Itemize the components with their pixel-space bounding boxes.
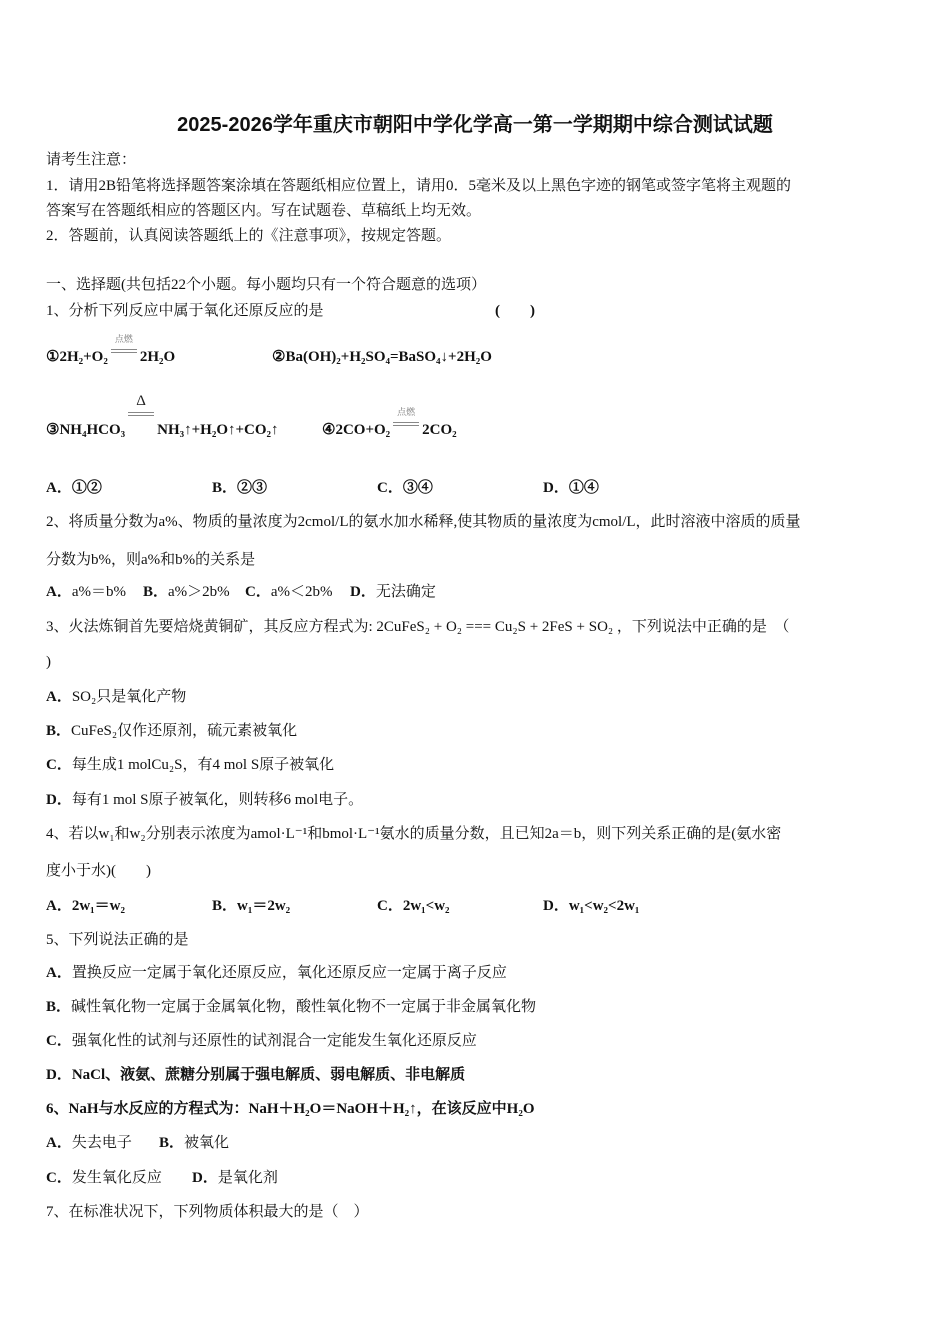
option-label: C． bbox=[46, 1033, 72, 1049]
q2-option-a bbox=[46, 582, 126, 602]
reaction-4-condition bbox=[392, 407, 420, 440]
option-text: SO₂只是氧化产物 bbox=[71, 689, 187, 705]
option-label: A． bbox=[46, 584, 72, 600]
q3-option-a bbox=[46, 687, 186, 707]
reaction-4-reactants: ④2CO+O₂ bbox=[322, 422, 391, 438]
q4-option-b bbox=[212, 896, 290, 916]
page-title: 2025-2026学年重庆市朝阳中学化学高一第一学期期中综合测试试题 bbox=[177, 114, 773, 136]
reaction-1-condition-label: 点燃 bbox=[114, 334, 133, 344]
reaction-1-condition bbox=[110, 334, 138, 367]
option-text: a%＝b% bbox=[71, 584, 126, 600]
reaction-1-reactants: ①2H₂+O₂ bbox=[46, 349, 108, 365]
q1-reaction-1 bbox=[46, 334, 176, 367]
notice-line-3: 2．答题前，认真阅读答题纸上的《注意事项》，按规定答题。 bbox=[46, 228, 452, 244]
q6-option-d bbox=[192, 1168, 278, 1188]
q1-reaction-3 bbox=[46, 393, 279, 440]
q6-option-a bbox=[46, 1133, 132, 1153]
q1-option-d bbox=[543, 478, 599, 498]
q5-option-d bbox=[46, 1065, 465, 1085]
option-text: 置换反应一定属于氧化还原反应，氧化还原反应一定属于离子反应 bbox=[71, 965, 507, 981]
option-text: a%＜2b% bbox=[270, 584, 333, 600]
option-label: B． bbox=[143, 584, 169, 600]
q2-option-c bbox=[245, 582, 333, 602]
q4-stem-line-2: 度小于水)( ) bbox=[46, 863, 151, 879]
option-text: 是氧化剂 bbox=[217, 1170, 278, 1186]
q2-stem-line-2: 分数为b%，则a%和b%的关系是 bbox=[46, 552, 256, 568]
q3-option-b bbox=[46, 721, 297, 741]
reaction-4-condition-label: 点燃 bbox=[397, 407, 416, 417]
option-label: C． bbox=[46, 1170, 72, 1186]
q1-option-b bbox=[212, 478, 267, 498]
q2-option-d bbox=[350, 582, 436, 602]
option-text: 碱性氧化物一定属于金属氧化物，酸性氧化物不一定属于非金属氧化物 bbox=[71, 999, 537, 1015]
reaction-1-products: 2H₂O bbox=[139, 349, 176, 365]
option-text: 失去电子 bbox=[71, 1135, 132, 1151]
option-text: CuFeS₂仅作还原剂，硫元素被氧化 bbox=[71, 723, 298, 739]
notice-line-1: 1．请用2B铅笔将选择题答案涂填在答题纸相应位置上，请用0．5毫米及以上黑色字迹的钢笔或签字笔将主观题的 bbox=[46, 178, 792, 194]
reaction-3-equals-sign bbox=[128, 412, 154, 416]
option-label: B． bbox=[159, 1135, 185, 1151]
q1-reaction-4 bbox=[322, 407, 457, 440]
option-label: B． bbox=[46, 723, 72, 739]
option-label: B． bbox=[212, 480, 238, 496]
reaction-3-condition-label: Δ bbox=[136, 393, 146, 409]
reaction-3-products: NH₃↑+H₂O↑+CO₂↑ bbox=[157, 422, 279, 438]
option-text: 强氧化性的试剂与还原性的试剂混合一定能发生氧化还原反应 bbox=[71, 1033, 477, 1049]
option-label: C． bbox=[377, 898, 403, 914]
q5-option-a bbox=[46, 963, 507, 983]
reaction-3-reactants: ③NH₄HCO₃ bbox=[46, 422, 126, 438]
option-text: ①④ bbox=[568, 480, 599, 496]
option-label: D． bbox=[543, 480, 569, 496]
notice-line-2: 答案写在答题纸相应的答题区内。写在试题卷、草稿纸上均无效。 bbox=[46, 203, 482, 219]
q4-option-c bbox=[377, 896, 450, 916]
reaction-4-products: 2CO₂ bbox=[422, 422, 457, 438]
option-text: 每生成1 molCu₂S，有4 mol S原子被氧化 bbox=[71, 757, 335, 773]
option-label: B． bbox=[212, 898, 238, 914]
q2-stem-line-1: 2、将质量分数为a%、物质的量浓度为2cmol/L的氨水加水稀释,使其物质的量浓度为cmol/L，此时溶液中溶质的质量 bbox=[46, 514, 801, 530]
option-text: NaCl、液氨、蔗糖分别属于强电解质、弱电解质、非电解质 bbox=[71, 1067, 466, 1083]
q6-option-b bbox=[159, 1133, 229, 1153]
q1-stem: 1、分析下列反应中属于氧化还原反应的是 bbox=[46, 303, 324, 319]
q3-stem-line-1: 3、火法炼铜首先要焙烧黄铜矿，其反应方程式为: 2CuFeS₂ + O₂ === Cu₂S + 2FeS + SO₂ ，下列说法中正确的是 （ bbox=[46, 619, 790, 635]
option-text: 2w₁<w₂ bbox=[402, 898, 450, 914]
q6-stem: 6、NaH与水反应的方程式为：NaH＋H₂O＝NaOH＋H₂↑，在该反应中H₂O bbox=[46, 1101, 535, 1117]
q5-option-c bbox=[46, 1031, 477, 1051]
option-label: B． bbox=[46, 999, 72, 1015]
option-text: a%＞2b% bbox=[168, 584, 230, 600]
option-label: D． bbox=[350, 584, 376, 600]
option-text: w₁<w₂<2w₁ bbox=[568, 898, 640, 914]
option-text: ②③ bbox=[237, 480, 268, 496]
option-text: 每有1 mol S原子被氧化，则转移6 mol电子。 bbox=[71, 792, 364, 808]
q4-stem-line-1: 4、若以w₁和w₂分别表示浓度为amol·L⁻¹和bmol·L⁻¹氨水的质量分数，且已知2a＝b，则下列关系正确的是(氨水密 bbox=[46, 826, 782, 842]
option-label: C． bbox=[245, 584, 271, 600]
option-text: ①② bbox=[71, 480, 102, 496]
option-label: A． bbox=[46, 1135, 72, 1151]
option-label: A． bbox=[46, 965, 72, 981]
option-text: 2w₁＝w₂ bbox=[71, 898, 126, 914]
option-label: D． bbox=[46, 792, 72, 808]
q6-option-c bbox=[46, 1168, 162, 1188]
q5-option-b bbox=[46, 997, 536, 1017]
option-text: 无法确定 bbox=[375, 584, 436, 600]
q1-option-c bbox=[377, 478, 433, 498]
option-label: A． bbox=[46, 898, 72, 914]
q1-option-a bbox=[46, 478, 102, 498]
option-label: C． bbox=[377, 480, 403, 496]
q5-stem: 5、下列说法正确的是 bbox=[46, 932, 189, 948]
option-label: D． bbox=[46, 1067, 72, 1083]
option-text: w₁＝2w₂ bbox=[237, 898, 291, 914]
option-label: D． bbox=[543, 898, 569, 914]
q7-stem: 7、在标准状况下，下列物质体积最大的是（ ） bbox=[46, 1204, 369, 1220]
reaction-1-equals-sign bbox=[111, 349, 137, 353]
q3-option-c bbox=[46, 755, 334, 775]
q4-option-a bbox=[46, 896, 125, 916]
notice-heading: 请考生注意： bbox=[46, 152, 137, 168]
section-heading: 一、选择题(共包括22个小题。每小题均只有一个符合题意的选项） bbox=[46, 277, 486, 293]
reaction-4-equals-sign bbox=[393, 422, 419, 426]
reaction-3-condition bbox=[127, 393, 155, 440]
option-label: A． bbox=[46, 480, 72, 496]
q2-option-b bbox=[143, 582, 230, 602]
option-label: A． bbox=[46, 689, 72, 705]
option-text: 发生氧化反应 bbox=[71, 1170, 162, 1186]
option-text: 被氧化 bbox=[184, 1135, 230, 1151]
q4-option-d bbox=[543, 896, 639, 916]
q1-answer-blank: ( ) bbox=[495, 303, 535, 319]
q1-reaction-2: ②Ba(OH)₂+H₂SO₄=BaSO₄↓+2H₂O bbox=[272, 349, 492, 365]
q3-stem-line-2: ) bbox=[46, 654, 51, 670]
option-label: D． bbox=[192, 1170, 218, 1186]
option-label: C． bbox=[46, 757, 72, 773]
option-text: ③④ bbox=[402, 480, 433, 496]
q3-option-d bbox=[46, 790, 363, 810]
